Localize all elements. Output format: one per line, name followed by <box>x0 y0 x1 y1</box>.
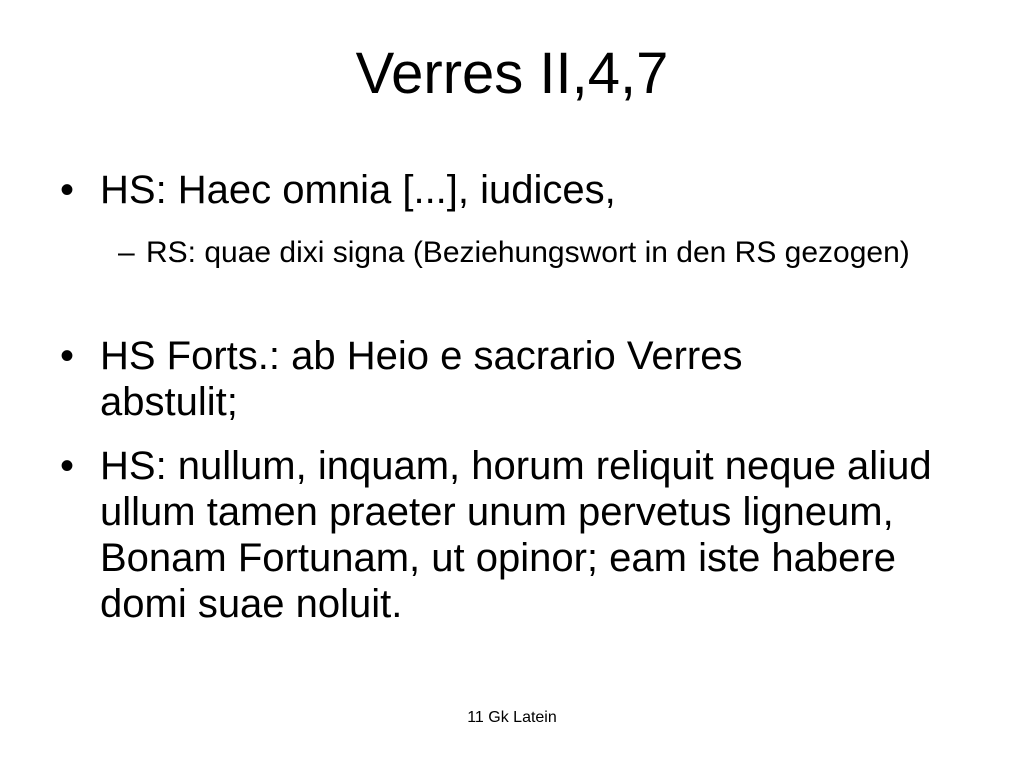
slide-title: Verres II,4,7 <box>355 41 669 106</box>
bullet-text: HS: nullum, inquam, horum reliquit neque aliud ullum tamen praeter unum pervetus ligneum, Bonam Fortunam, ut opinor; eam iste habere domi suae noluit. <box>100 444 932 626</box>
bullet-text: HS Forts.: ab Heio e sacrario Verres abstulit; <box>100 334 743 424</box>
bullet-item-3 <box>60 443 970 627</box>
bullet-marker: • <box>60 168 75 212</box>
bullet-marker: • <box>60 444 75 488</box>
sub-bullet-marker: – <box>118 236 135 269</box>
bullet-marker: • <box>60 334 75 378</box>
bullet-text: HS: Haec omnia [...], iudices, <box>100 168 616 212</box>
bullet-item-2 <box>60 333 960 425</box>
slide-footer: 11 Gk Latein <box>467 709 557 726</box>
sub-bullet-text: RS: quae dixi signa (Beziehungswort in den RS gezogen) <box>146 236 910 269</box>
bullet-item-1 <box>60 167 960 213</box>
sub-bullet-item-1 <box>118 236 938 306</box>
